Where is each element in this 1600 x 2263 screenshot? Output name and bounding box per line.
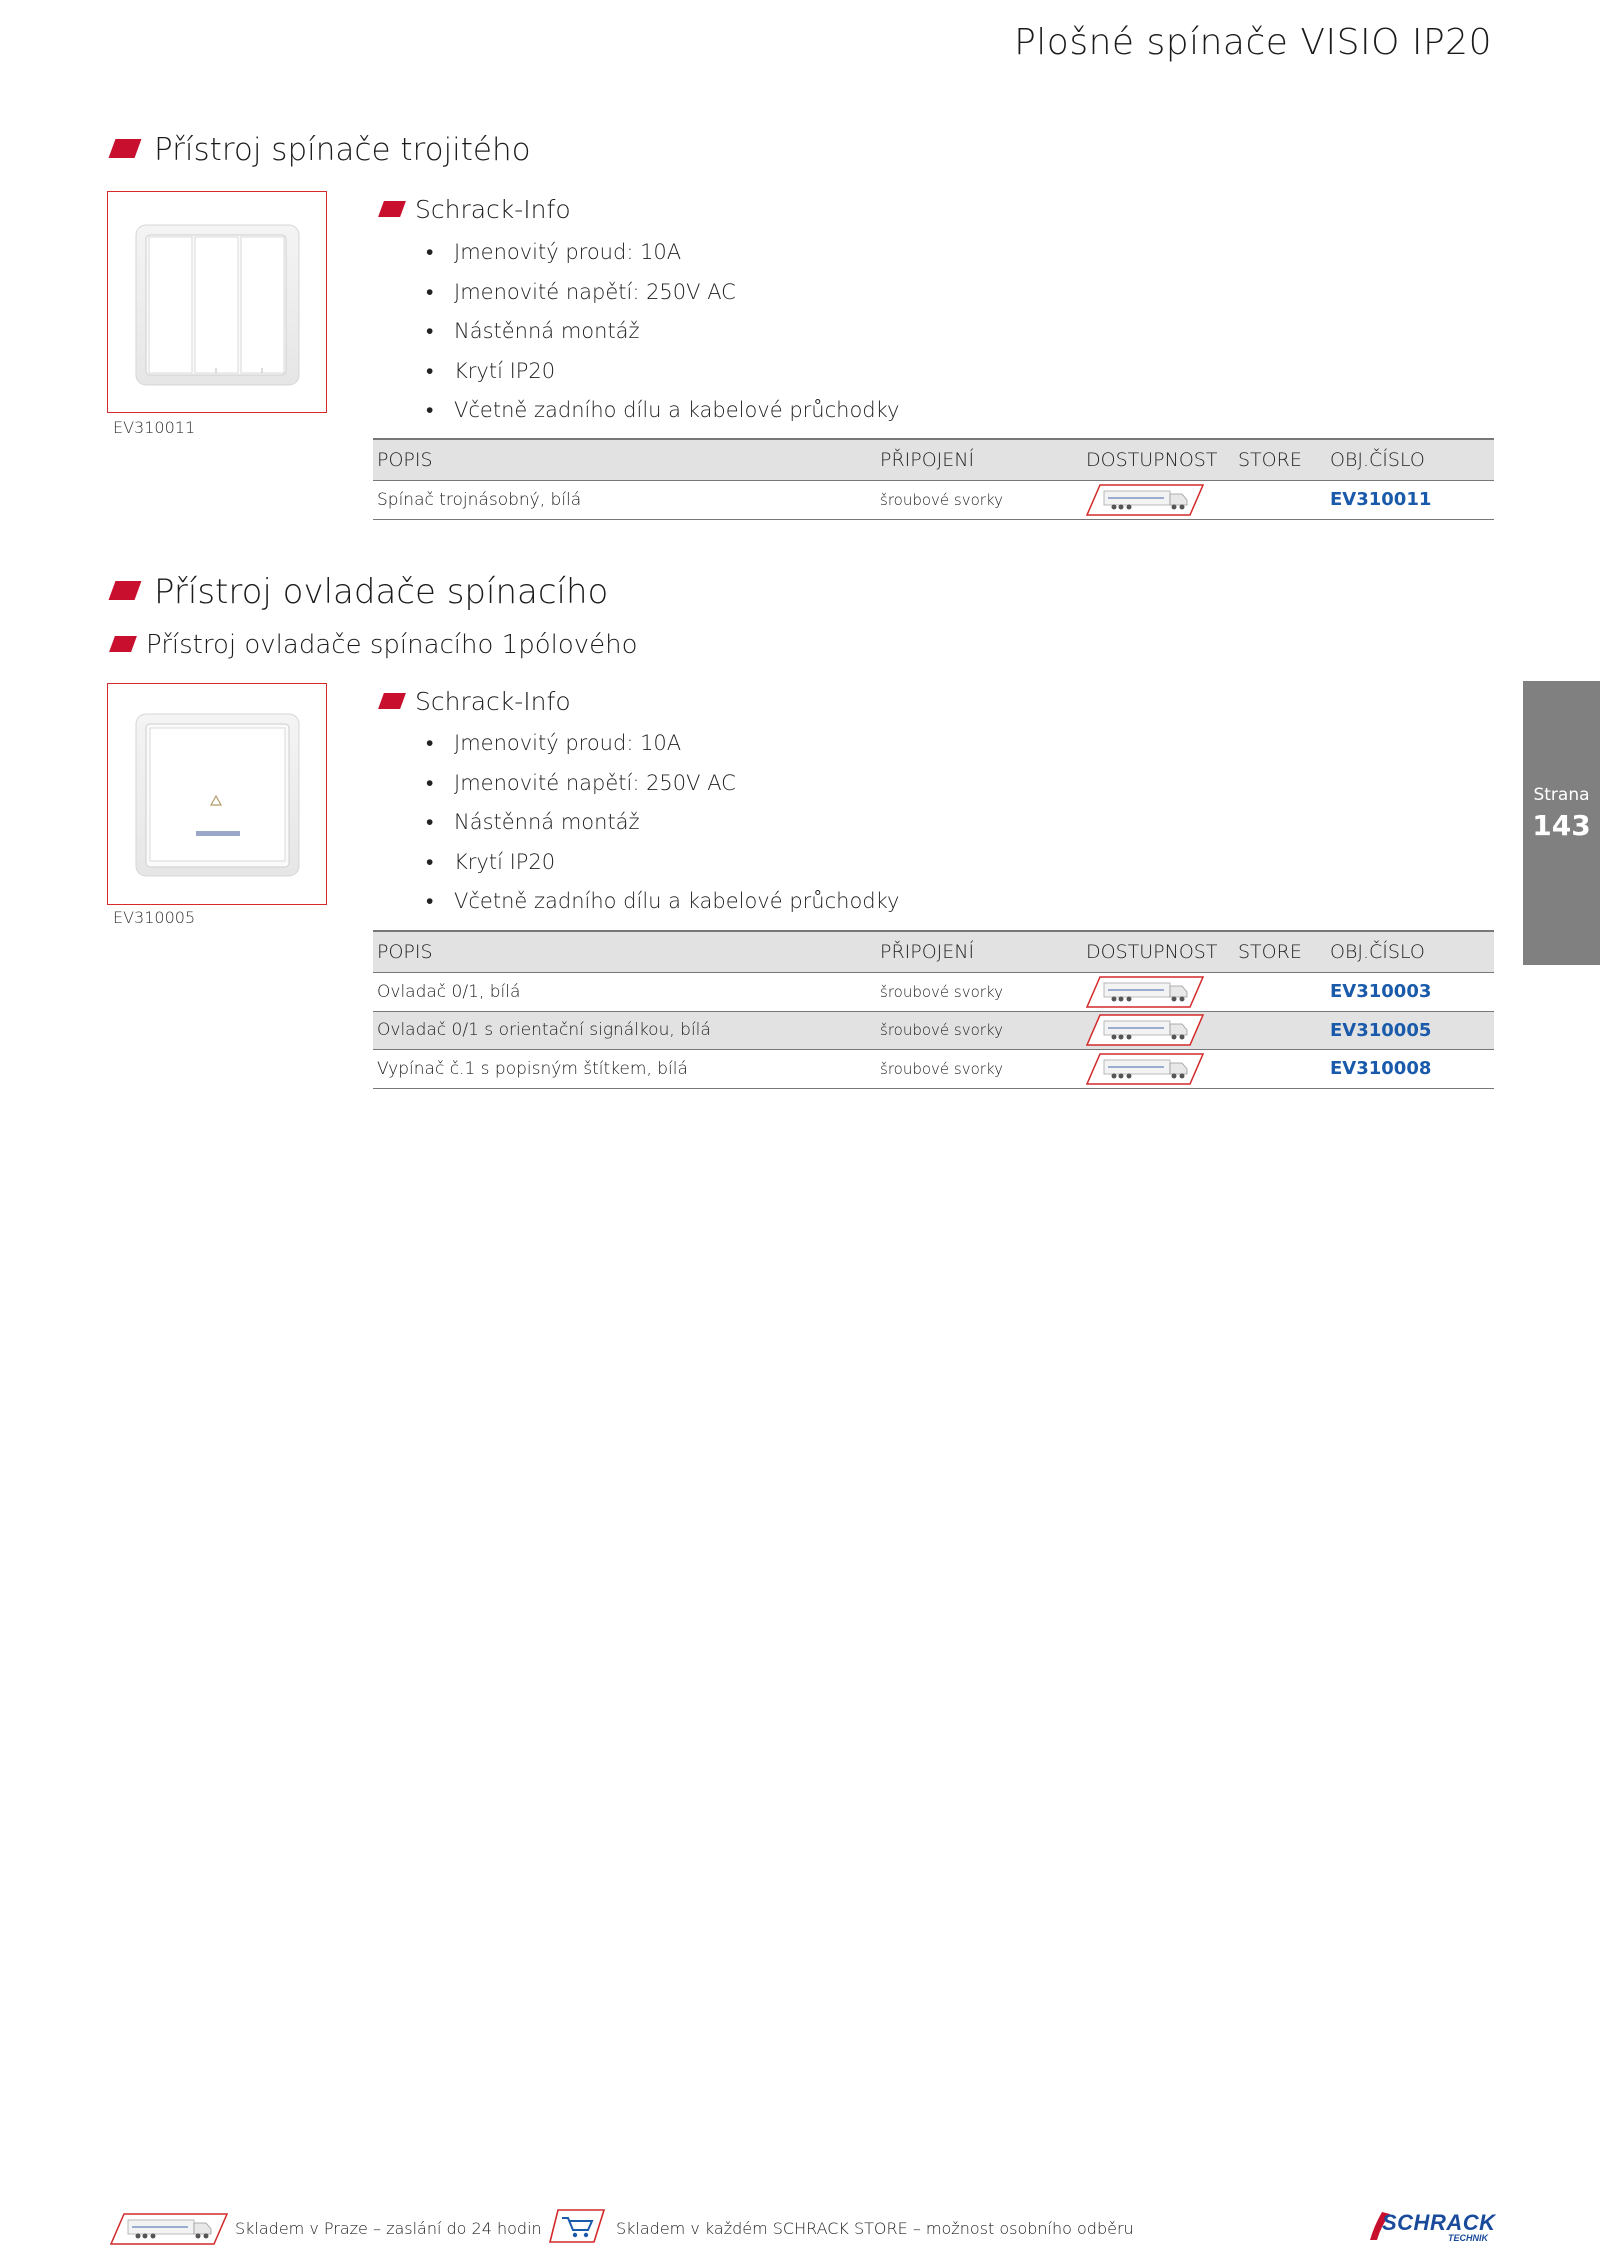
spec-list — [426, 233, 899, 431]
cell-order-number[interactable]: EV310003 — [1326, 973, 1494, 1012]
page-number: 143 — [1532, 809, 1591, 842]
section-heading — [112, 132, 531, 168]
cell-popis: Ovladač 0/1 s orientační signálkou, bílá — [373, 1011, 876, 1050]
table-header-row — [373, 931, 1494, 973]
col-header: OBJ.ČÍSLO — [1326, 931, 1494, 973]
cell-store — [1234, 1011, 1326, 1050]
section-heading-text: Přístroj spínače trojitého — [154, 132, 531, 168]
spec-item: • Krytí IP20 — [426, 352, 899, 392]
spec-item: • Jmenovité napětí: 250V AC — [426, 764, 899, 804]
table-row — [373, 1050, 1494, 1089]
schrack-info-title: Schrack-Info — [381, 687, 571, 716]
product-image-box — [107, 191, 327, 413]
cell-store — [1234, 973, 1326, 1012]
cell-store — [1234, 481, 1326, 520]
svg-text:SCHRACK: SCHRACK — [1382, 2210, 1496, 2235]
truck-icon — [1086, 1014, 1204, 1046]
product-image-box — [107, 683, 327, 905]
col-header: DOSTUPNOST — [1082, 439, 1234, 481]
page-label: Strana — [1533, 785, 1590, 805]
section-heading — [112, 572, 608, 612]
col-header: DOSTUPNOST — [1082, 931, 1234, 973]
page-title: Plošné spínače VISIO IP20 — [1014, 22, 1492, 63]
spec-item: • Nástěnná montáž — [426, 312, 899, 352]
section-heading-text: Přístroj ovladače spínacího — [154, 572, 609, 612]
image-code: EV310011 — [113, 418, 196, 437]
cell-popis: Spínač trojnásobný, bílá — [373, 481, 876, 520]
cell-popis: Vypínač č.1 s popisným štítkem, bílá — [373, 1050, 876, 1089]
spec-item: • Nástěnná montáž — [426, 803, 899, 843]
col-header: POPIS — [373, 931, 876, 973]
cell-pripojeni: šroubové svorky — [876, 1011, 1082, 1050]
shopping-cart-icon — [548, 2208, 606, 2244]
spec-item: • Včetně zadního dílu a kabelové průchodky — [426, 882, 899, 922]
col-header: POPIS — [373, 439, 876, 481]
red-square-icon — [109, 581, 142, 600]
red-square-icon — [109, 139, 142, 158]
col-header: STORE — [1234, 439, 1326, 481]
cell-dostupnost — [1082, 1050, 1234, 1089]
cell-pripojeni: šroubové svorky — [876, 481, 1082, 520]
table-row — [373, 481, 1494, 520]
product-table — [373, 930, 1494, 1089]
col-header: PŘIPOJENÍ — [876, 439, 1082, 481]
subsection-heading: Přístroj ovladače spínacího 1pólového — [112, 630, 638, 660]
schrack-logo — [1368, 2208, 1506, 2244]
cell-order-number[interactable]: EV310008 — [1326, 1050, 1494, 1089]
cell-order-number[interactable]: EV310011 — [1326, 481, 1494, 520]
truck-icon — [1086, 1053, 1204, 1085]
red-square-icon — [109, 636, 137, 652]
cell-popis: Ovladač 0/1, bílá — [373, 973, 876, 1012]
svg-text:TECHNIK: TECHNIK — [1448, 2233, 1488, 2243]
spec-item: • Jmenovité napětí: 250V AC — [426, 273, 899, 313]
page-number-tab — [1523, 681, 1600, 965]
cell-pripojeni: šroubové svorky — [876, 1050, 1082, 1089]
truck-icon — [1086, 484, 1204, 516]
spec-item: • Jmenovitý proud: 10A — [426, 724, 899, 764]
cell-dostupnost — [1082, 973, 1234, 1012]
col-header: PŘIPOJENÍ — [876, 931, 1082, 973]
spec-item: • Krytí IP20 — [426, 843, 899, 883]
product-table — [373, 438, 1494, 520]
image-code: EV310005 — [113, 908, 196, 927]
col-header: STORE — [1234, 931, 1326, 973]
truck-icon — [110, 2213, 228, 2245]
triple-switch-image — [108, 192, 326, 412]
footer-truck-text: Skladem v Praze – zaslání do 24 hodin — [235, 2219, 542, 2238]
cell-order-number[interactable]: EV310005 — [1326, 1011, 1494, 1050]
spec-list — [426, 724, 899, 922]
cell-dostupnost — [1082, 481, 1234, 520]
col-header: OBJ.ČÍSLO — [1326, 439, 1494, 481]
table-row — [373, 1011, 1494, 1050]
spec-item: • Jmenovitý proud: 10A — [426, 233, 899, 273]
red-square-icon — [378, 693, 406, 709]
truck-icon — [1086, 976, 1204, 1008]
cell-store — [1234, 1050, 1326, 1089]
table-header-row — [373, 439, 1494, 481]
schrack-info-title: Schrack-Info — [381, 195, 571, 224]
cell-pripojeni: šroubové svorky — [876, 973, 1082, 1012]
schrack-logo-graphic — [1368, 2208, 1506, 2244]
footer-store-text: Skladem v každém SCHRACK STORE – možnost osobního odběru — [616, 2219, 1134, 2238]
red-square-icon — [378, 201, 406, 217]
spec-item: • Včetně zadního dílu a kabelové průchodky — [426, 391, 899, 431]
table-row — [373, 973, 1494, 1012]
cell-dostupnost — [1082, 1011, 1234, 1050]
single-switch-image — [108, 684, 326, 904]
